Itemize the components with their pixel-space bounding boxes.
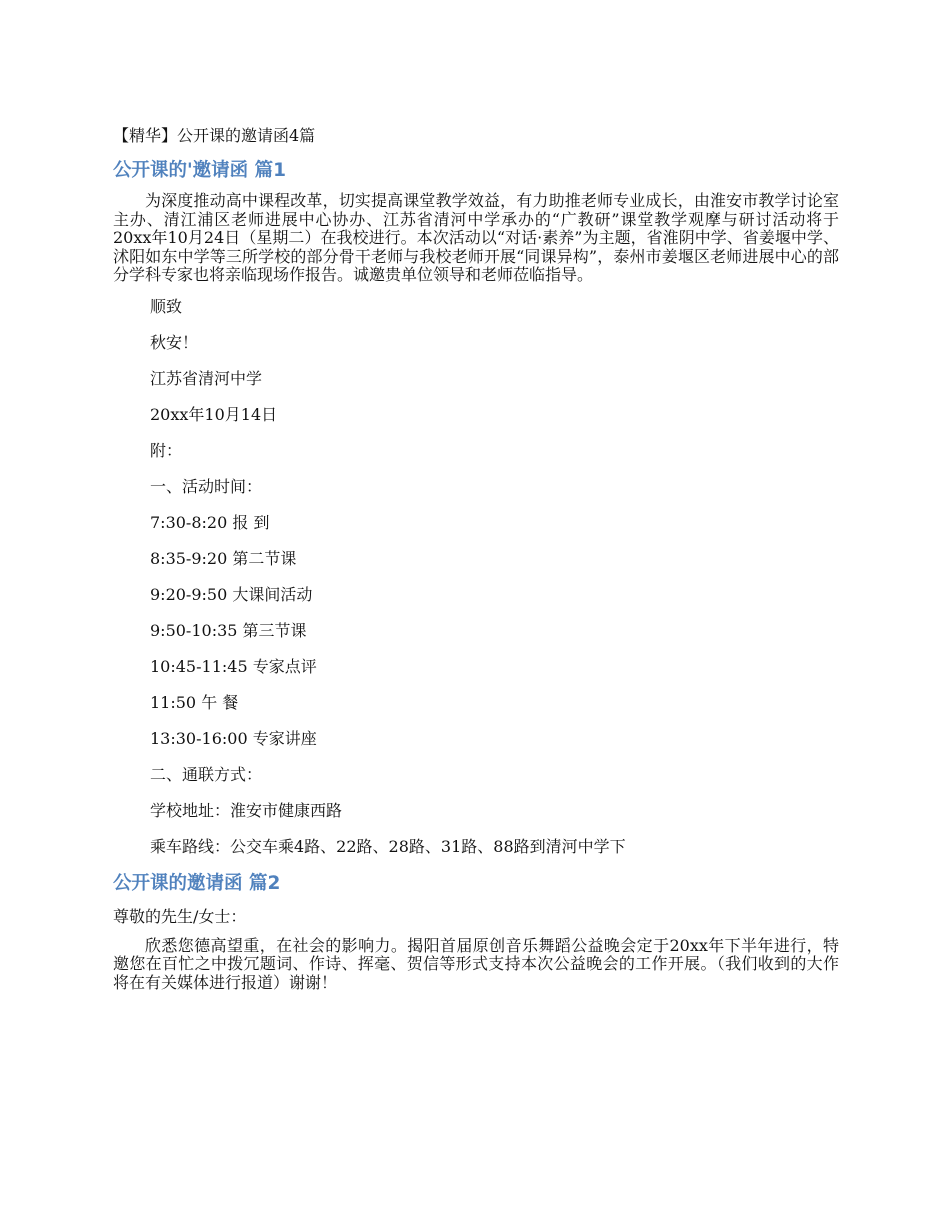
schedule-item: 7:30-8:20 报 到: [150, 512, 270, 532]
salutation: 尊敬的先生/女士：: [113, 906, 247, 926]
section-1-body: 为深度推动高中课程改革，切实提高课堂教学效益，有力助推老师专业成长，由淮安市教学讨论室主办、清江浦区老师进展中心协办、江苏省清河中学承办的“广教研”课堂教学观摩与研讨活动将于20xx年10月24日（星期二）在我校进行。本次活动以“对话·素养”为主题，省淮阴中学、省姜堰中学、沭阳如东中学等三所学校的部分骨干老师与我校老师开展“同课异构”，泰州市姜堰区老师进展中心的部分学科专家也将亲临现场作报告。诚邀贵单位领导和老师莅临指导。: [113, 191, 839, 284]
attachment-label: 附：: [150, 440, 183, 460]
signature-school: 江苏省清河中学: [150, 368, 263, 388]
closing-line: 顺致: [150, 296, 183, 316]
section-heading-2: 公开课的邀请函 篇2: [113, 872, 281, 894]
signature-date: 20xx年10月14日: [150, 404, 278, 424]
schedule-item: 10:45-11:45 专家点评: [150, 656, 317, 676]
schedule-heading: 一、活动时间：: [150, 476, 263, 496]
schedule-item: 9:50-10:35 第三节课: [150, 620, 307, 640]
bus-route: 乘车路线：公交车乘4路、22路、28路、31路、88路到清河中学下: [150, 836, 626, 856]
schedule-item: 13:30-16:00 专家讲座: [150, 728, 317, 748]
schedule-item: 9:20-9:50 大课间活动: [150, 584, 313, 604]
document-page: [113, 124, 839, 1002]
school-address: 学校地址：淮安市健康西路: [150, 800, 343, 820]
greeting-line: 秋安！: [150, 332, 199, 352]
contact-heading: 二、通联方式：: [150, 764, 263, 784]
section-2-body: 欣悉您德高望重，在社会的影响力。揭阳首届原创音乐舞蹈公益晚会定于20xx年下半年进行，特邀您在百忙之中拨冗题词、作诗、挥毫、贺信等形式支持本次公益晚会的工作开展。（我们收到的大作将在有关媒体进行报道）谢谢！: [113, 935, 839, 992]
schedule-item: 11:50 午 餐: [150, 692, 239, 712]
document-title: 【精华】公开课的邀请函4篇: [113, 126, 316, 145]
section-heading-1: 公开课的'邀请函 篇1: [113, 160, 286, 181]
section-1-lines: [113, 295, 839, 859]
schedule-item: 8:35-9:20 第二节课: [150, 548, 297, 568]
